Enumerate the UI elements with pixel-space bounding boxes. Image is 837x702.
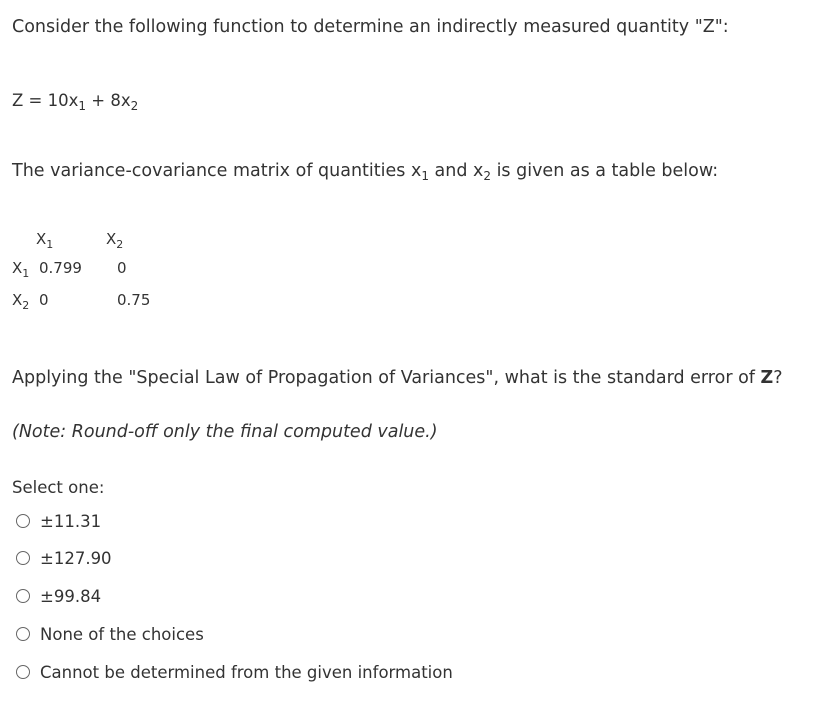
answer-option-1[interactable] bbox=[16, 509, 101, 533]
row-header-subscript: 1 bbox=[22, 267, 30, 280]
column-header-label: X bbox=[106, 230, 117, 248]
matrix-intro-subscript: 1 bbox=[421, 169, 429, 183]
column-header-subscript: 2 bbox=[116, 238, 124, 251]
row-header-x2 bbox=[12, 291, 29, 312]
matrix-cell-x1-x1: 0.799 bbox=[39, 259, 82, 277]
matrix-intro-subscript: 2 bbox=[483, 169, 491, 183]
formula-subscript: 1 bbox=[78, 99, 87, 113]
formula-subscript: 2 bbox=[130, 99, 139, 113]
formula-part: + 8x bbox=[86, 91, 131, 110]
prompt-text: ? bbox=[773, 368, 783, 388]
question-intro: Consider the following function to determine an indirectly measured quantity "Z": bbox=[12, 17, 729, 37]
matrix-cell-x2-x2: 0.75 bbox=[117, 291, 151, 309]
answer-option-2[interactable] bbox=[16, 546, 112, 570]
matrix-intro-text: is given as a table below: bbox=[491, 161, 719, 181]
answer-option-3[interactable] bbox=[16, 584, 101, 608]
formula-part: Z = 10x bbox=[12, 91, 79, 110]
answer-option-label: Cannot be determined from the given information bbox=[40, 662, 453, 682]
radio-button[interactable] bbox=[16, 514, 30, 528]
question-note: (Note: Round-off only the final computed value.) bbox=[12, 422, 438, 442]
row-header-x1 bbox=[12, 259, 29, 280]
answer-option-label: ±11.31 bbox=[40, 511, 102, 531]
column-header-subscript: 1 bbox=[46, 238, 54, 251]
answer-option-label: None of the choices bbox=[40, 624, 204, 644]
matrix-intro-text: The variance-covariance matrix of quantities x bbox=[12, 161, 422, 181]
question-prompt bbox=[12, 368, 783, 388]
row-header-label: X bbox=[12, 291, 23, 309]
prompt-emphasis: Z bbox=[760, 368, 774, 388]
matrix-intro bbox=[12, 161, 718, 183]
column-header-x2 bbox=[106, 230, 123, 251]
column-header-label: X bbox=[36, 230, 47, 248]
select-one-label: Select one: bbox=[12, 478, 105, 497]
radio-button[interactable] bbox=[16, 665, 30, 679]
column-header-x1 bbox=[36, 230, 53, 251]
answer-option-label: ±127.90 bbox=[40, 548, 112, 568]
answer-option-4[interactable] bbox=[16, 622, 204, 646]
formula bbox=[12, 91, 138, 113]
matrix-intro-text: and x bbox=[428, 161, 484, 181]
row-header-subscript: 2 bbox=[22, 299, 30, 312]
radio-button[interactable] bbox=[16, 551, 30, 565]
radio-button[interactable] bbox=[16, 627, 30, 641]
matrix-cell-x2-x1: 0 bbox=[39, 291, 49, 309]
answer-option-label: ±99.84 bbox=[40, 586, 102, 606]
radio-button[interactable] bbox=[16, 589, 30, 603]
matrix-cell-x1-x2: 0 bbox=[117, 259, 127, 277]
prompt-text: Applying the "Special Law of Propagation of Variances", what is the standard error of bbox=[12, 368, 761, 388]
row-header-label: X bbox=[12, 259, 23, 277]
answer-option-5[interactable] bbox=[16, 660, 453, 684]
